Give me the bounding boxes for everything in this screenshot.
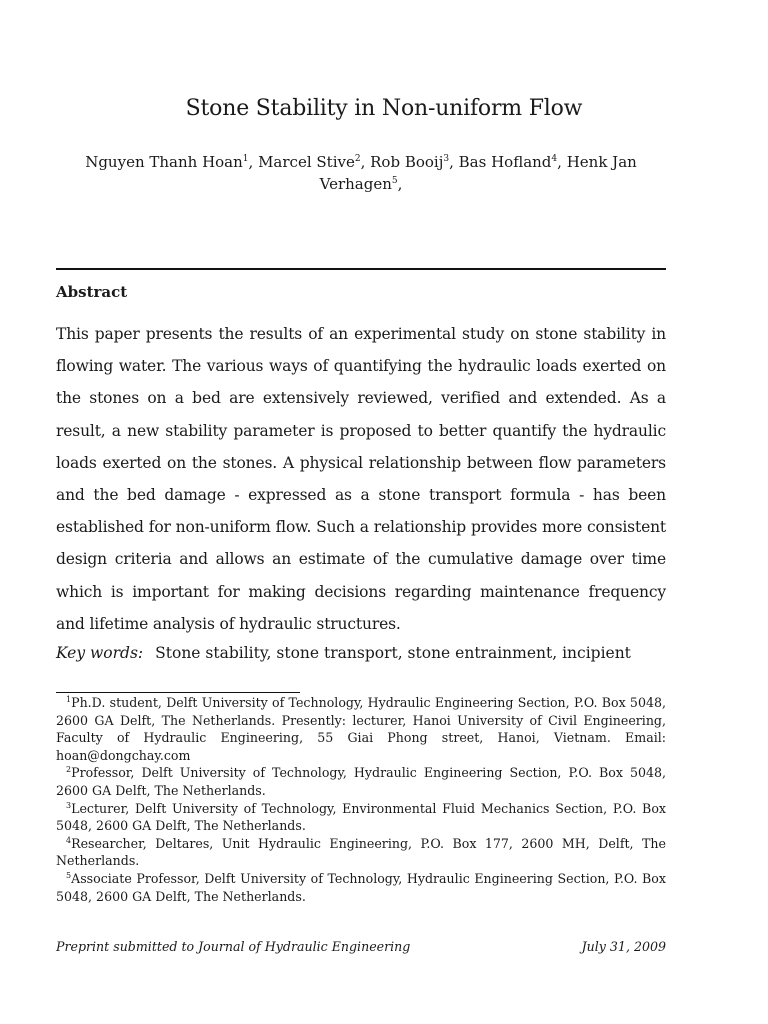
footnote-mark: 2 bbox=[66, 765, 72, 775]
author-footnote-mark: 3 bbox=[443, 154, 450, 164]
author-footnote-mark: 4 bbox=[551, 154, 558, 164]
keywords-line bbox=[56, 640, 666, 666]
abstract-body: This paper presents the results of an experimental study on stone stability in flowing water. The various ways of quantifying the hydraulic loads exerted on the stones on a bed are extensively reviewed, verified and extended. As a result, a new stability parameter is proposed to better quantify the hydraulic loads exerted on the stones. A physical relationship between flow parameters and the bed damage - expressed as a stone transport formula - has been established for non-uniform flow. Such a relationship provides more consistent design criteria and allows an estimate of the cumulative damage over time which is important for making decisions regarding maintenance frequency and lifetime analysis of hydraulic structures. bbox=[56, 325, 666, 633]
footnotes bbox=[56, 694, 666, 905]
author-name: Marcel Stive bbox=[258, 153, 355, 171]
footnote-mark: 1 bbox=[66, 694, 72, 704]
author-name: Henk Jan Verhagen bbox=[319, 153, 637, 193]
abstract-heading: Abstract bbox=[56, 283, 128, 301]
paper-title: Stone Stability in Non-uniform Flow bbox=[185, 96, 583, 121]
author-name: Nguyen Thanh Hoan bbox=[85, 153, 243, 171]
footnote-text: Ph.D. student, Delft University of Technology, Hydraulic Engineering Section, P.O. Box 5048, 2600 GA Delft, The Netherlands. Presently: lecturer, Hanoi University of Civil Engineering, Faculty of Hydraulic Engineering, 55 Giai Phong street, Hanoi, Vietnam. Email: hoan@dongchay.com bbox=[56, 695, 666, 763]
submission-date: July 31, 2009 bbox=[581, 939, 666, 954]
author-footnote-mark: 1 bbox=[242, 154, 249, 164]
footnote bbox=[56, 835, 666, 870]
author-list: Nguyen Thanh Hoan$^1$, Marcel Stive$^2$, Rob Booij$^3$, Bas Hofland$^4$, Henk Jan Verhagen$^5$, bbox=[85, 153, 637, 193]
footnote-text: Associate Professor, Delft University of Technology, Hydraulic Engineering Section, P.O. Box 5048, 2600 GA Delft, The Netherlands. bbox=[56, 870, 666, 904]
footnote bbox=[56, 694, 666, 764]
author-footnote-mark: 5 bbox=[391, 176, 398, 186]
footnote bbox=[56, 800, 666, 835]
footnote-mark: 3 bbox=[66, 800, 72, 810]
keywords-text: Stone stability, stone transport, stone entrainment, incipient bbox=[155, 644, 631, 662]
footnote-text: Researcher, Deltares, Unit Hydraulic Engineering, P.O. Box 177, 2600 MH, Delft, The Netherlands. bbox=[56, 835, 666, 869]
author-name: Bas Hofland bbox=[458, 153, 552, 171]
keywords-label: Key words: bbox=[56, 644, 144, 662]
footnote-text: Professor, Delft University of Technology, Hydraulic Engineering Section, P.O. Box 5048, 2600 GA Delft, The Netherlands. bbox=[56, 765, 666, 798]
author-name: Rob Booij bbox=[370, 153, 444, 171]
abstract-top-rule bbox=[56, 268, 666, 270]
footnote-mark: 5 bbox=[66, 870, 72, 880]
author-footnote-mark: 2 bbox=[354, 154, 361, 164]
preprint-notice: Preprint submitted to Journal of Hydraulic Engineering bbox=[56, 939, 411, 954]
footnote bbox=[56, 870, 666, 905]
footnote-text: Lecturer, Delft University of Technology, Environmental Fluid Mechanics Section, P.O. Box 5048, 2600 GA Delft, The Netherlands. bbox=[56, 800, 666, 834]
footnote bbox=[56, 764, 666, 799]
footnote-rule bbox=[56, 692, 300, 693]
footnote-mark: 4 bbox=[66, 835, 72, 845]
